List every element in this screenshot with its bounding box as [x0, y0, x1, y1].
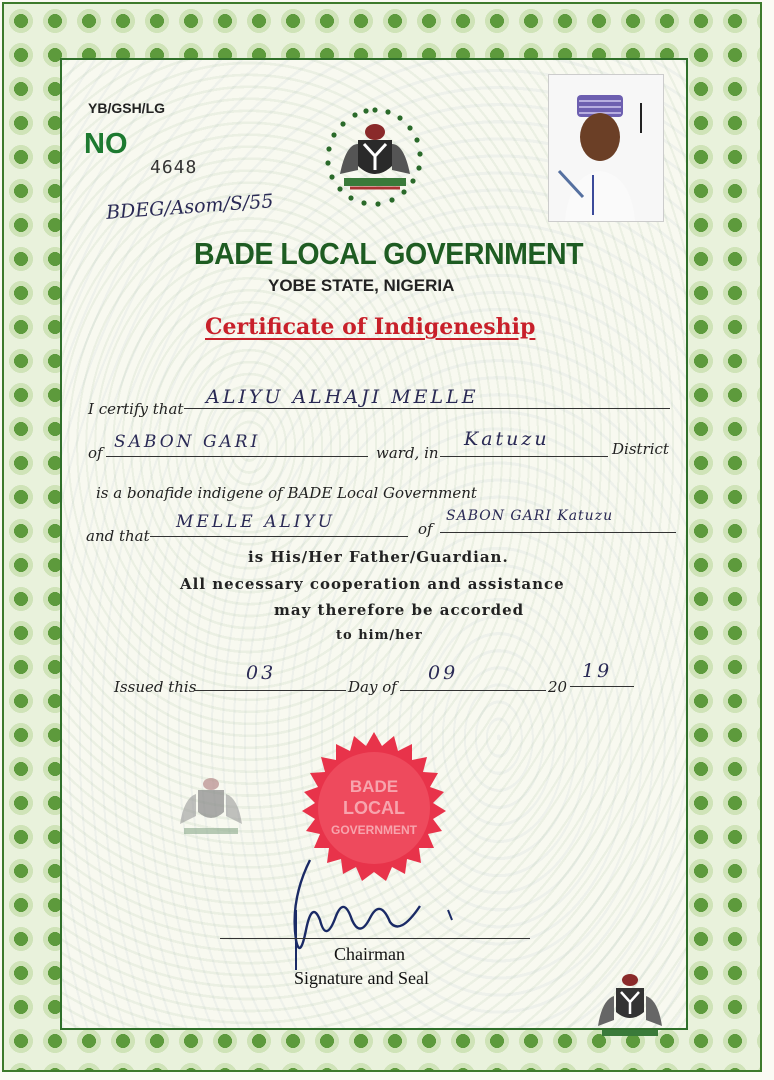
of-label: of	[88, 444, 103, 462]
and-that-label: and that	[86, 527, 150, 545]
year-value: 19	[582, 660, 613, 682]
coat-of-arms-corner-icon	[594, 970, 666, 1044]
ward-label: ward, in	[376, 444, 439, 462]
day-value: 03	[246, 662, 277, 684]
name-value: ALIYU ALHAJI MELLE	[206, 386, 479, 408]
seal-line-1: BADE	[349, 777, 399, 796]
cooperation-text: All necessary cooperation and assistance	[180, 575, 565, 593]
issued-label: Issued this	[114, 678, 197, 696]
district-label: District	[612, 440, 669, 458]
chairman-label: Chairman	[334, 944, 405, 964]
number-label: NO	[84, 128, 128, 160]
of-label-2: of	[418, 520, 433, 538]
certify-label: I certify that	[88, 400, 184, 418]
signature-line	[220, 932, 530, 939]
father-of-value: SABON GARI Katuzu	[446, 508, 614, 524]
ward-value: SABON GARI	[114, 432, 261, 452]
seal-line-2: LOCAL	[343, 798, 405, 818]
relation-text: is His/Her Father/Guardian.	[248, 548, 509, 566]
to-text: to him/her	[336, 628, 423, 643]
passport-photo	[548, 74, 664, 222]
district-value: Katuzu	[464, 428, 550, 450]
accorded-text: may therefore be accorded	[274, 601, 525, 619]
signature-seal-label: Signature and Seal	[294, 968, 429, 988]
coat-of-arms-icon	[322, 104, 428, 210]
state-subtitle: YOBE STATE, NIGERIA	[268, 276, 455, 295]
month-value: 09	[428, 662, 459, 684]
day-of-label: Day of	[348, 678, 397, 696]
government-title: BADE LOCAL GOVERNMENT	[194, 236, 584, 271]
year-prefix: 20	[548, 678, 568, 696]
certificate-title: Certificate of Indigeneship	[205, 314, 536, 340]
month-line	[400, 672, 546, 691]
serial-number: 4648	[150, 157, 198, 178]
reference-code: YB/GSH/LG	[88, 100, 166, 116]
handwritten-reference: BDEG/Asom/S/55	[105, 190, 275, 224]
coat-of-arms-watermark-icon	[176, 774, 246, 838]
bonafide-text: is a bonafide indigene of BADE Local Government	[96, 484, 477, 502]
seal-line-3: GOVERNMENT	[330, 823, 418, 837]
father-value: MELLE ALIYU	[176, 512, 336, 532]
